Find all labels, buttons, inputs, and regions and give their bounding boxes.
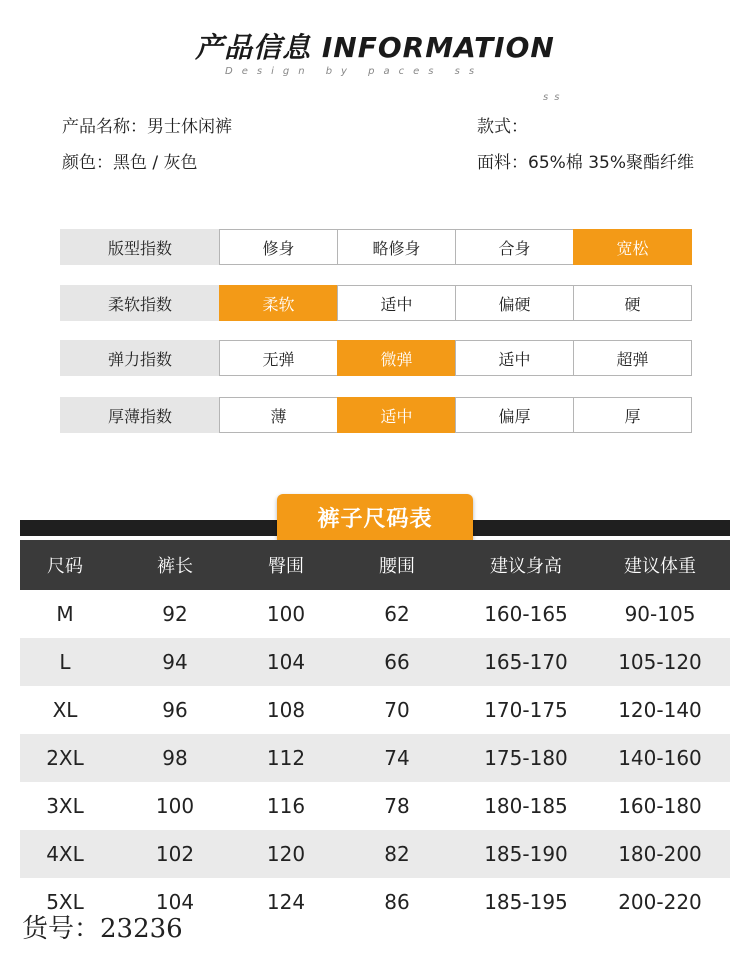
index-option: 厚 xyxy=(573,397,692,433)
table-cell: 112 xyxy=(266,746,306,770)
index-row-elasticity xyxy=(60,340,692,376)
table-cell: 100 xyxy=(155,794,195,818)
index-option: 修身 xyxy=(219,229,338,265)
table-cell: 90-105 xyxy=(624,602,696,626)
table-cell: 66 xyxy=(384,650,410,674)
index-row-softness xyxy=(60,285,692,321)
table-cell: 2XL xyxy=(46,746,84,770)
index-option-selected: 适中 xyxy=(337,397,456,433)
index-option: 适中 xyxy=(455,340,574,376)
table-cell: 180-185 xyxy=(484,794,568,818)
column-header: 建议身高 xyxy=(490,556,562,577)
table-cell: 120 xyxy=(266,842,306,866)
table-cell: 62 xyxy=(384,602,410,626)
table-cell: 74 xyxy=(384,746,410,770)
index-option-selected: 柔软 xyxy=(219,285,338,321)
index-option-selected: 微弹 xyxy=(337,340,456,376)
table-cell: 105-120 xyxy=(618,650,702,674)
table-cell: 124 xyxy=(266,890,306,914)
table-cell: 160-180 xyxy=(618,794,702,818)
table-cell: 165-170 xyxy=(484,650,568,674)
table-cell: 116 xyxy=(266,794,306,818)
table-cell: 5XL xyxy=(46,890,84,914)
table-cell: 160-165 xyxy=(484,602,568,626)
sku-label: 货号：23236 xyxy=(22,914,183,944)
table-cell: 185-190 xyxy=(484,842,568,866)
product-name: 产品名称：男士休闲裤 xyxy=(62,117,232,137)
table-cell: 70 xyxy=(384,698,410,722)
index-option: 偏硬 xyxy=(455,285,574,321)
index-option: 硬 xyxy=(573,285,692,321)
column-header: 腰围 xyxy=(379,556,415,577)
index-label: 柔软指数 xyxy=(60,285,220,321)
table-row xyxy=(20,830,730,878)
product-fabric: 面料：65%棉 35%聚酯纤维 xyxy=(477,153,694,173)
size-table xyxy=(20,540,730,926)
table-row xyxy=(20,590,730,638)
index-label: 厚薄指数 xyxy=(60,397,220,433)
table-cell: 104 xyxy=(155,890,195,914)
size-table-header xyxy=(20,540,730,590)
index-option: 合身 xyxy=(455,229,574,265)
column-header: 裤长 xyxy=(157,556,193,577)
index-label: 弹力指数 xyxy=(60,340,220,376)
header xyxy=(0,26,750,66)
table-cell: 140-160 xyxy=(618,746,702,770)
index-option: 无弹 xyxy=(219,340,338,376)
product-style: 款式： xyxy=(477,117,528,137)
table-cell: L xyxy=(59,650,71,674)
product-color: 颜色：黑色 / 灰色 xyxy=(62,153,198,173)
index-row-thickness xyxy=(60,397,692,433)
page-title: 产品信息 INFORMATION xyxy=(195,31,555,64)
index-option: 薄 xyxy=(219,397,338,433)
index-option: 超弹 xyxy=(573,340,692,376)
index-label: 版型指数 xyxy=(60,229,220,265)
table-cell: 94 xyxy=(162,650,188,674)
table-cell: 82 xyxy=(384,842,410,866)
table-row xyxy=(20,734,730,782)
index-option-selected: 宽松 xyxy=(573,229,692,265)
page-subtitle: Design by paces ss xyxy=(225,66,484,77)
table-cell: 170-175 xyxy=(484,698,568,722)
table-cell: 96 xyxy=(162,698,188,722)
table-cell: 200-220 xyxy=(618,890,702,914)
table-cell: 180-200 xyxy=(618,842,702,866)
table-cell: 175-180 xyxy=(484,746,568,770)
table-cell: 78 xyxy=(384,794,410,818)
table-cell: 102 xyxy=(155,842,195,866)
index-option: 略修身 xyxy=(337,229,456,265)
table-cell: 92 xyxy=(162,602,188,626)
table-cell: 108 xyxy=(266,698,306,722)
column-header: 臀围 xyxy=(268,556,304,577)
table-row xyxy=(20,686,730,734)
table-cell: M xyxy=(56,602,74,626)
index-row-fit xyxy=(60,229,692,265)
table-cell: 3XL xyxy=(46,794,84,818)
table-row xyxy=(20,782,730,830)
page-subtitle-tail: ss xyxy=(543,92,566,103)
table-cell: 98 xyxy=(162,746,188,770)
table-row xyxy=(20,638,730,686)
table-cell: 86 xyxy=(384,890,410,914)
column-header: 尺码 xyxy=(47,556,83,577)
table-cell: 120-140 xyxy=(618,698,702,722)
table-cell: XL xyxy=(52,698,78,722)
table-cell: 4XL xyxy=(46,842,84,866)
table-cell: 185-195 xyxy=(484,890,568,914)
size-chart-title: 裤子尺码表 xyxy=(277,494,473,540)
column-header: 建议体重 xyxy=(624,556,696,577)
index-option: 适中 xyxy=(337,285,456,321)
table-cell: 104 xyxy=(266,650,306,674)
table-cell: 100 xyxy=(266,602,306,626)
index-option: 偏厚 xyxy=(455,397,574,433)
